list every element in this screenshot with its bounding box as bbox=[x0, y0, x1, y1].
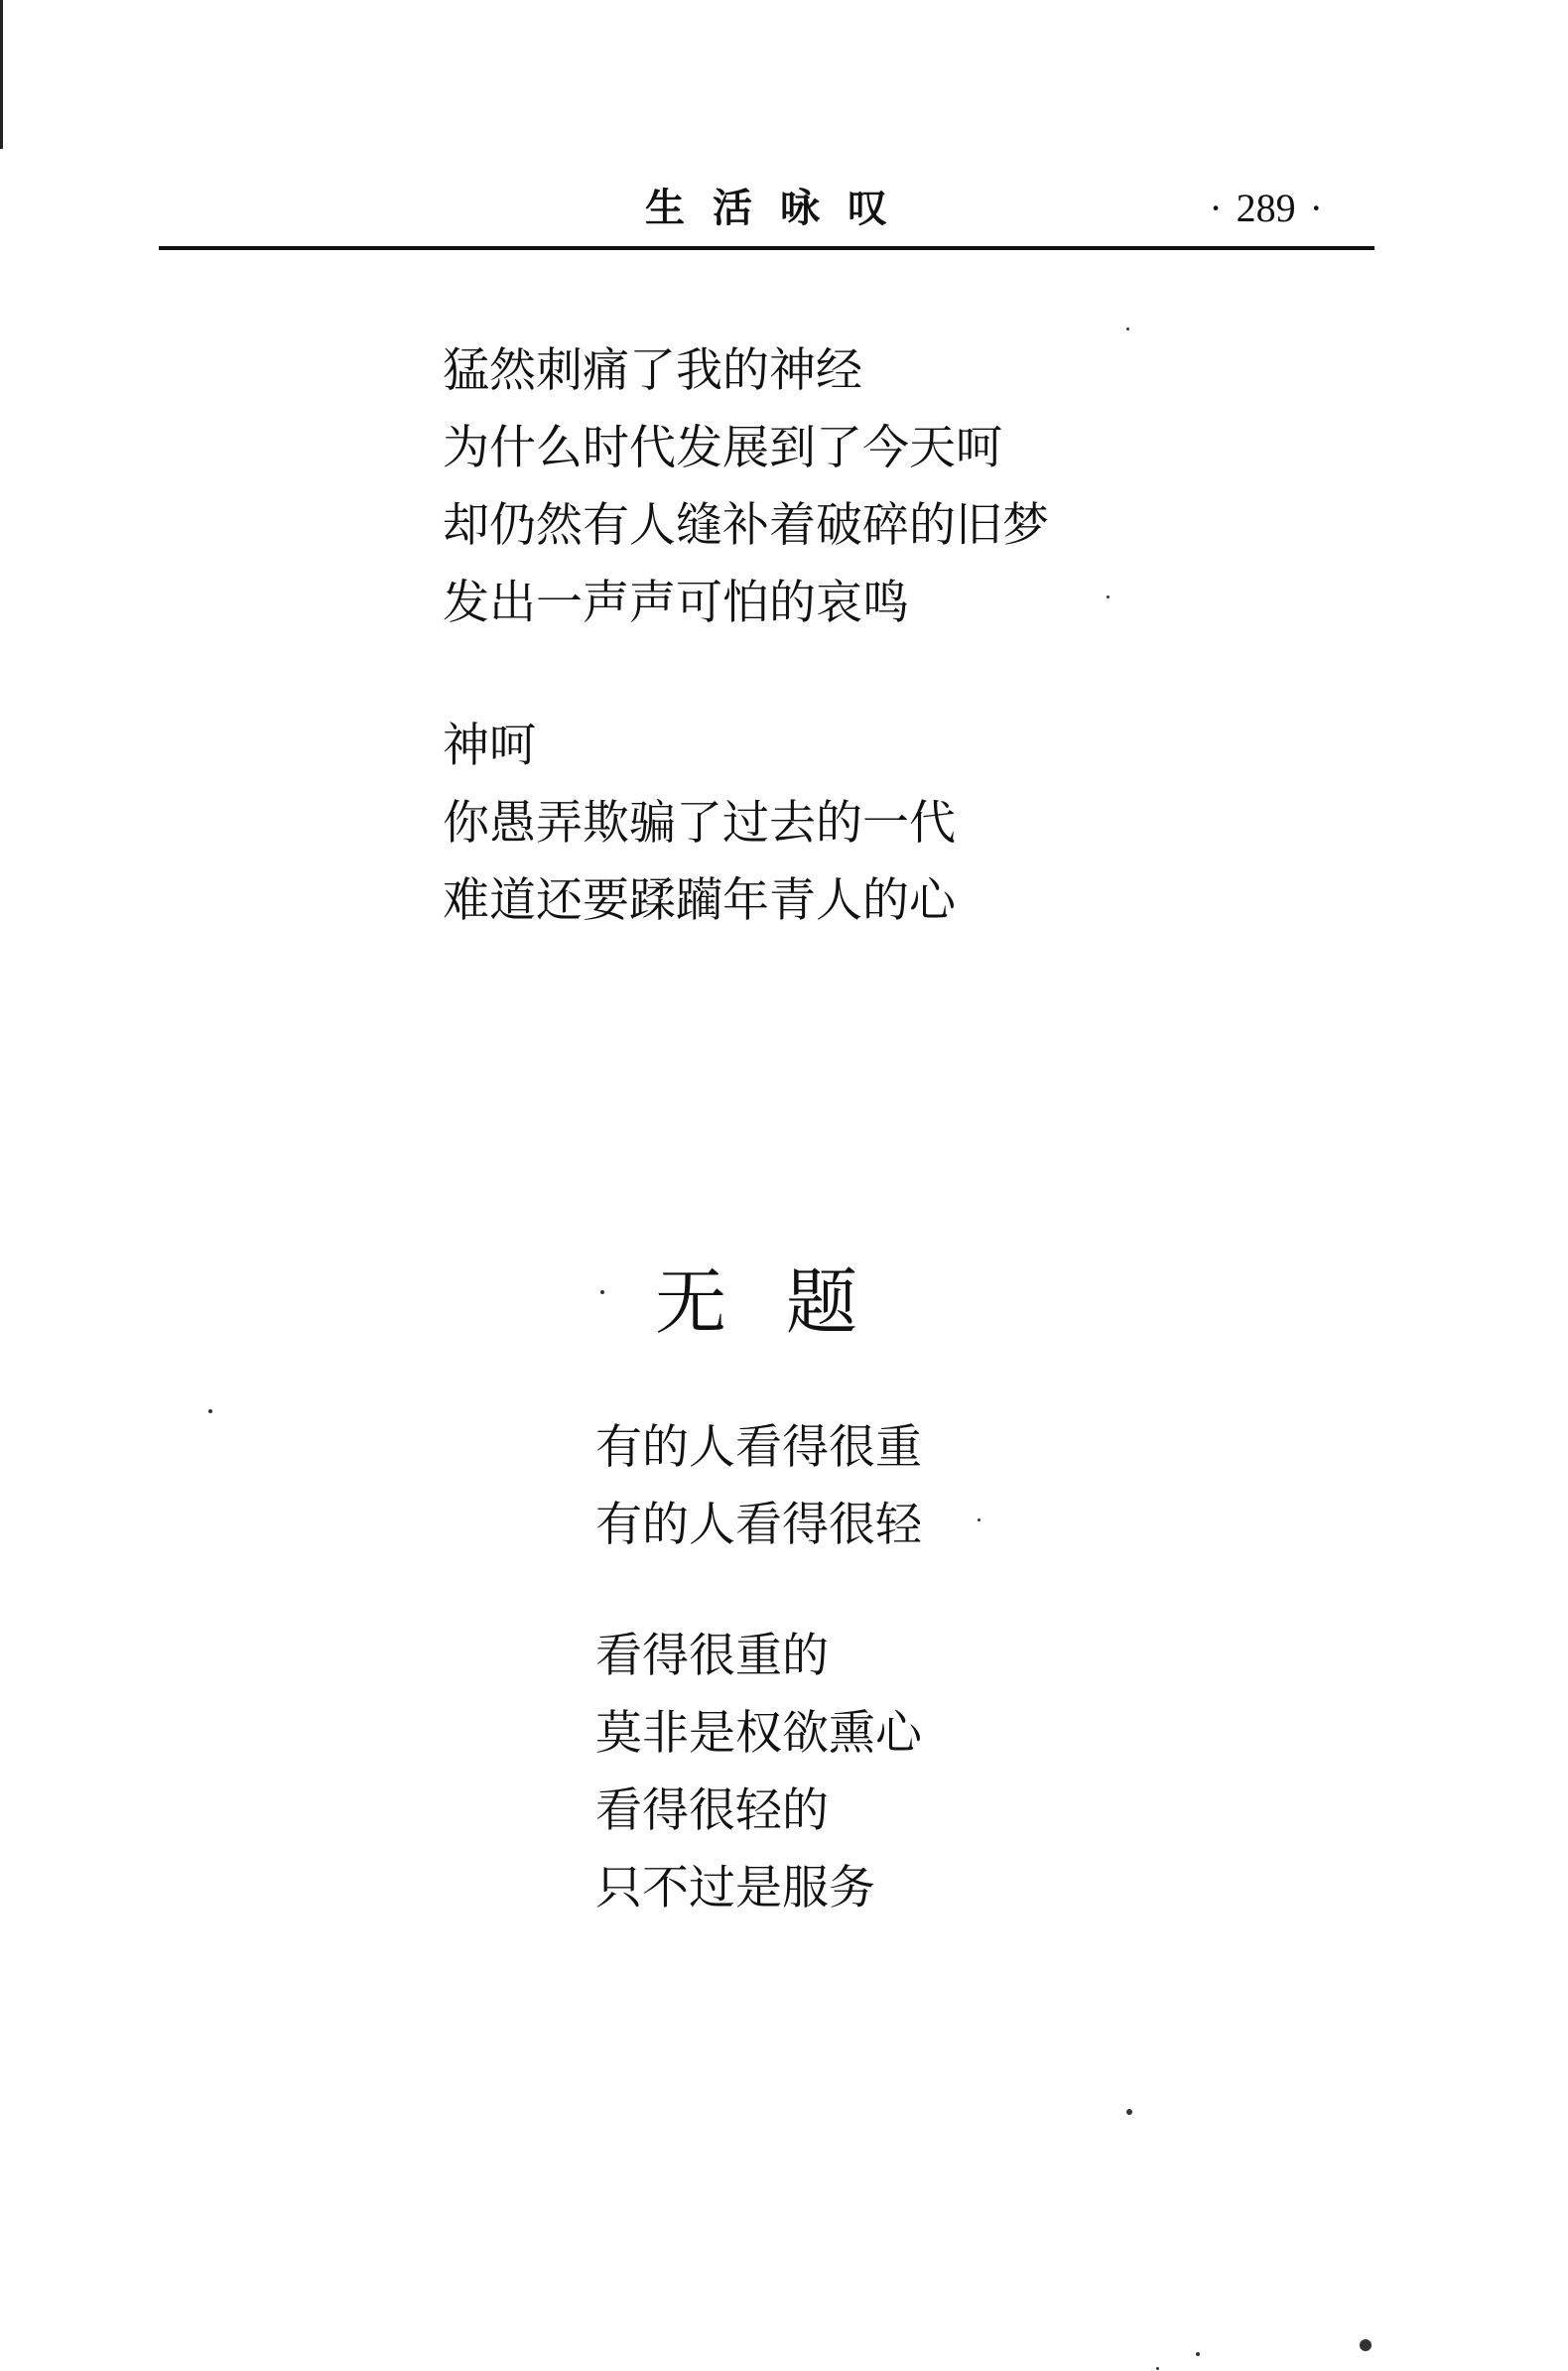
poem-b-stanza-2 bbox=[595, 1618, 922, 1927]
poem-line: 难道还要蹂躏年青人的心 bbox=[443, 873, 956, 928]
scan-speck bbox=[1107, 595, 1110, 598]
page-number-value: 289 bbox=[1236, 186, 1296, 230]
poem-a-stanza-1 bbox=[443, 332, 1049, 642]
scan-speck bbox=[1156, 2367, 1159, 2370]
page-number-dot-left: · bbox=[1209, 186, 1223, 230]
poem-line: 莫非是权欲熏心 bbox=[595, 1706, 922, 1761]
poem-line: 却仍然有人缝补着破碎的旧梦 bbox=[443, 498, 1049, 553]
scan-speck bbox=[978, 1518, 980, 1521]
scan-edge-mark bbox=[0, 0, 3, 149]
scan-speck bbox=[1196, 2352, 1200, 2356]
header-rule bbox=[159, 246, 1374, 250]
poem-title: 无题 bbox=[655, 1260, 918, 1344]
poem-line: 看得很轻的 bbox=[595, 1783, 829, 1838]
scan-speck bbox=[208, 1409, 212, 1413]
poem-line: 只不过是服务 bbox=[595, 1861, 875, 1915]
poem-line: 为什么时代发展到了今天呵 bbox=[443, 421, 1002, 475]
poem-line: 有的人看得很重 bbox=[595, 1420, 922, 1475]
poem-line: 发出一声声可怕的哀鸣 bbox=[443, 576, 909, 630]
scan-speck bbox=[1360, 2339, 1372, 2351]
poem-line: 有的人看得很轻 bbox=[595, 1498, 922, 1552]
poem-line: 你愚弄欺骗了过去的一代 bbox=[443, 796, 956, 851]
poem-line: 看得很重的 bbox=[595, 1629, 829, 1683]
page-number-dot-right: · bbox=[1309, 186, 1323, 230]
poem-a-stanza-2 bbox=[443, 708, 956, 940]
scan-speck bbox=[600, 1290, 604, 1294]
page-number bbox=[1195, 179, 1337, 238]
running-title: 生活咏叹 bbox=[645, 186, 915, 231]
poem-line: 神呵 bbox=[443, 719, 536, 773]
scan-speck bbox=[1126, 2109, 1132, 2115]
poem-b-stanza-1 bbox=[595, 1409, 922, 1564]
page-header bbox=[159, 179, 1374, 248]
poem-line: 猛然刺痛了我的神经 bbox=[443, 343, 862, 398]
scan-speck bbox=[1126, 328, 1129, 330]
